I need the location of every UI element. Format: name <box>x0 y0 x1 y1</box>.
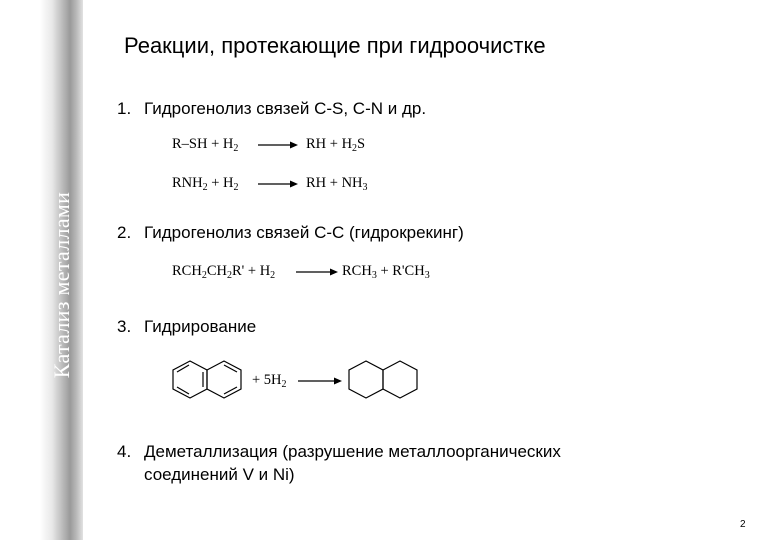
page-number: 2 <box>740 519 746 530</box>
item-text: Гидрогенолиз связей С-С (гидрокрекинг) <box>144 223 464 242</box>
sidebar-caption: Катализ металлами <box>49 191 74 379</box>
sidebar-decoration <box>0 0 83 540</box>
naphthalene-structure <box>170 358 250 402</box>
list-item-1 <box>117 98 426 120</box>
item-text: Деметаллизация (разрушение металлоорганических <box>144 442 561 461</box>
equation-1-left: $R-SH + H_2$ <box>172 136 239 154</box>
list-item-4 <box>117 441 561 463</box>
decalin-structure <box>346 358 426 402</box>
slide-title: Реакции, протекающие при гидроочистке <box>124 33 546 58</box>
reaction-arrow <box>258 139 298 151</box>
item-text: Гидрирование <box>144 317 257 336</box>
equation-2-left: $RNH_2 + H_2$ <box>172 175 239 193</box>
equation-3-right: $RCH_3 + R'CH_3$ <box>342 263 430 281</box>
item-text: Гидрогенолиз связей C-S, C-N и др. <box>144 99 427 118</box>
list-item-3 <box>117 316 256 338</box>
item-number: 1. <box>117 99 132 118</box>
reaction-arrow <box>298 375 342 387</box>
reagent-5h2: + $5H_2$ <box>252 372 287 390</box>
item-number: 4. <box>117 442 132 461</box>
item-number: 3. <box>117 317 132 336</box>
equation-3-left: $RCH_2CH_2R' + H_2$ <box>172 263 276 281</box>
equation-2-right: RH + $NH_3$ <box>306 175 368 193</box>
item-number: 2. <box>117 223 132 242</box>
list-item-4-line2: соединений V и Ni) <box>144 465 295 484</box>
reaction-arrow <box>258 178 298 190</box>
equation-1-right: RH + $H_2S$ <box>306 136 366 154</box>
list-item-2 <box>117 222 464 244</box>
reaction-arrow <box>296 266 338 278</box>
